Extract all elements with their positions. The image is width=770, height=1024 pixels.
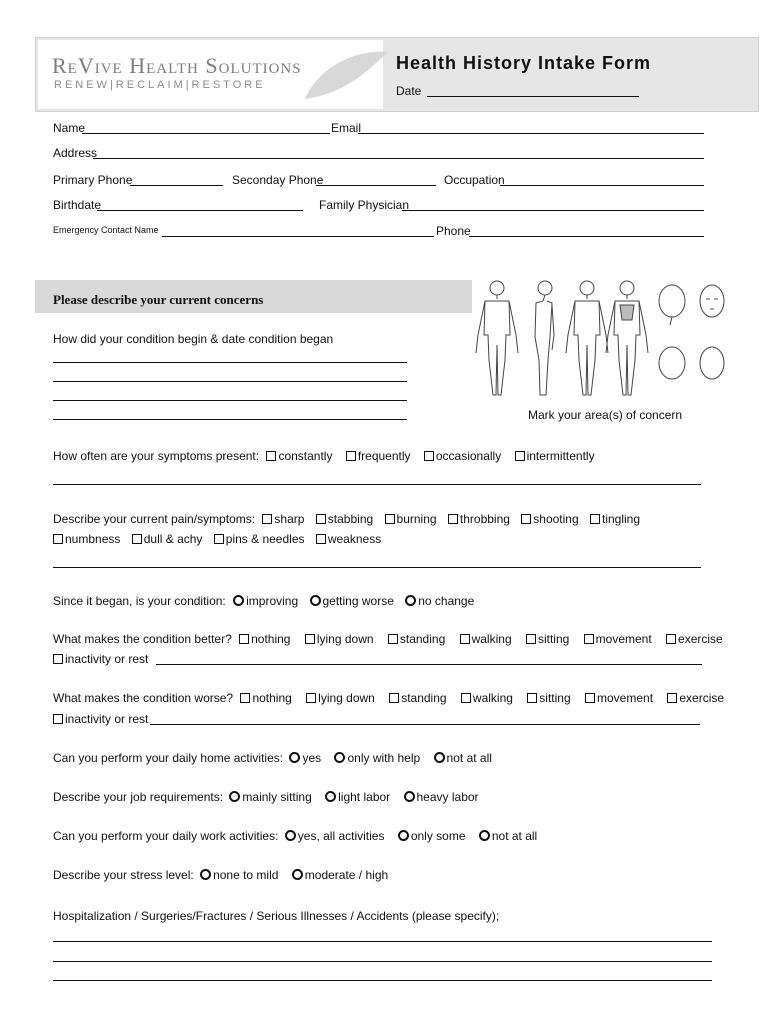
- frequency-label: How often are your symptoms present:: [53, 449, 260, 463]
- checkbox-icon[interactable]: [521, 514, 531, 524]
- checkbox-icon[interactable]: [388, 634, 398, 644]
- checkbox-icon[interactable]: [590, 514, 600, 524]
- condition-answer-line[interactable]: [53, 400, 407, 401]
- email-label: Email: [331, 121, 362, 135]
- name-label: Name: [53, 121, 86, 135]
- primary-phone-field[interactable]: [130, 185, 223, 186]
- head-side-figure: [659, 285, 685, 325]
- checkbox-icon[interactable]: [239, 634, 249, 644]
- worse-row-2: [53, 712, 148, 726]
- checkbox-icon[interactable]: [448, 514, 458, 524]
- occupation-label: Occupation: [444, 173, 505, 187]
- better-option[interactable]: nothing: [239, 632, 290, 646]
- date-field[interactable]: [427, 96, 639, 97]
- worse-label: What makes the condition worse?: [53, 691, 234, 705]
- since-row: [53, 594, 474, 608]
- body-diagram[interactable]: [470, 275, 735, 405]
- email-field[interactable]: [358, 133, 704, 134]
- checkbox-icon[interactable]: [53, 654, 63, 664]
- work-label: Can you perform your daily work activities:: [53, 829, 279, 843]
- worse-row: [53, 691, 724, 705]
- better-option[interactable]: standing: [388, 632, 445, 646]
- home-option[interactable]: yes: [289, 751, 321, 765]
- checkbox-icon[interactable]: [584, 634, 594, 644]
- checkbox-icon[interactable]: [667, 693, 677, 703]
- checkbox-icon[interactable]: [527, 693, 537, 703]
- pain-option[interactable]: burning: [385, 512, 437, 526]
- section-title: Please describe your current concerns: [53, 292, 264, 307]
- better-option[interactable]: inactivity or rest: [53, 652, 148, 666]
- checkbox-icon[interactable]: [389, 693, 399, 703]
- pain-label: Describe your current pain/symptoms:: [53, 512, 256, 526]
- date-label: Date: [396, 84, 422, 98]
- birthdate-label: Birthdate: [53, 198, 102, 212]
- condition-question: How did your condition begin & date condition began: [53, 332, 334, 346]
- frequency-option[interactable]: occasionally: [424, 449, 501, 463]
- pain-row: [53, 512, 640, 526]
- checkbox-icon[interactable]: [585, 693, 595, 703]
- home-option[interactable]: only with help: [334, 751, 420, 765]
- checkbox-icon[interactable]: [266, 451, 276, 461]
- radio-icon[interactable]: [233, 595, 244, 606]
- job-row: [53, 790, 479, 804]
- family-physician-field[interactable]: [402, 210, 704, 211]
- checkbox-icon[interactable]: [515, 451, 525, 461]
- phone-field[interactable]: [469, 236, 704, 237]
- since-option[interactable]: no change: [405, 594, 474, 608]
- since-option[interactable]: getting worse: [310, 594, 394, 608]
- birthdate-field[interactable]: [97, 210, 303, 211]
- head-back-alt-figure: [700, 347, 724, 379]
- better-option[interactable]: lying down: [305, 632, 374, 646]
- mark-area-caption: Mark your area(s) of concern: [528, 408, 683, 422]
- radio-icon[interactable]: [200, 869, 211, 880]
- stress-row: [53, 868, 388, 882]
- pain-answer-line[interactable]: [53, 567, 701, 568]
- condition-answer-line[interactable]: [53, 419, 407, 420]
- better-option[interactable]: exercise: [666, 632, 723, 646]
- checkbox-icon[interactable]: [385, 514, 395, 524]
- worse-option[interactable]: nothing: [240, 691, 291, 705]
- checkbox-icon[interactable]: [240, 693, 250, 703]
- hospital-answer-line[interactable]: [53, 961, 712, 962]
- frequency-row: [53, 449, 595, 463]
- emergency-contact-label: Emergency Contact Name: [53, 225, 159, 235]
- worse-answer-line[interactable]: [150, 724, 700, 725]
- home-option[interactable]: not at all: [434, 751, 492, 765]
- body-back-detail-figure: [606, 281, 648, 395]
- job-option[interactable]: light labor: [325, 790, 390, 804]
- name-field[interactable]: [82, 133, 330, 134]
- radio-icon[interactable]: [310, 595, 321, 606]
- frequency-option[interactable]: constantly: [266, 449, 332, 463]
- checkbox-icon[interactable]: [53, 714, 63, 724]
- pain-option[interactable]: shooting: [521, 512, 578, 526]
- radio-icon[interactable]: [398, 830, 409, 841]
- hospital-answer-line[interactable]: [53, 980, 712, 981]
- checkbox-icon[interactable]: [306, 693, 316, 703]
- better-option[interactable]: walking: [460, 632, 512, 646]
- worse-option[interactable]: inactivity or rest: [53, 712, 148, 726]
- worse-option[interactable]: exercise: [667, 691, 724, 705]
- better-option[interactable]: sitting: [526, 632, 569, 646]
- secondary-phone-field[interactable]: [316, 185, 436, 186]
- condition-answer-line[interactable]: [53, 381, 407, 382]
- frequency-option[interactable]: frequently: [346, 449, 411, 463]
- since-option[interactable]: improving: [233, 594, 298, 608]
- work-option[interactable]: only some: [398, 829, 466, 843]
- checkbox-icon[interactable]: [305, 634, 315, 644]
- better-option[interactable]: movement: [584, 632, 652, 646]
- stress-label: Describe your stress level:: [53, 868, 194, 882]
- leaf-logo-icon: [300, 44, 390, 104]
- radio-icon[interactable]: [404, 791, 415, 802]
- address-field[interactable]: [93, 158, 704, 159]
- checkbox-icon[interactable]: [262, 514, 272, 524]
- checkbox-icon[interactable]: [316, 514, 326, 524]
- emergency-contact-field[interactable]: [162, 236, 434, 237]
- form-title: Health History Intake Form: [396, 53, 652, 73]
- checkbox-icon[interactable]: [461, 693, 471, 703]
- checkbox-icon[interactable]: [316, 534, 326, 544]
- worse-option[interactable]: movement: [585, 691, 653, 705]
- pain-option[interactable]: weakness: [316, 532, 381, 546]
- checkbox-icon[interactable]: [53, 534, 63, 544]
- better-answer-line[interactable]: [156, 664, 702, 665]
- radio-icon[interactable]: [479, 830, 490, 841]
- occupation-field[interactable]: [500, 185, 704, 186]
- better-row-2: [53, 652, 148, 666]
- pain-option[interactable]: numbness: [53, 532, 120, 546]
- logo-title: ReVive Health Solutions: [52, 53, 302, 78]
- address-label: Address: [53, 146, 98, 160]
- worse-option[interactable]: sitting: [527, 691, 570, 705]
- pain-option[interactable]: throbbing: [448, 512, 510, 526]
- work-option[interactable]: not at all: [479, 829, 537, 843]
- head-front-figure: [700, 285, 724, 317]
- family-physician-label: Family Physician: [319, 198, 410, 212]
- job-option[interactable]: mainly sitting: [229, 790, 311, 804]
- checkbox-icon[interactable]: [460, 634, 470, 644]
- frequency-answer-line[interactable]: [53, 484, 701, 485]
- stress-option[interactable]: moderate / high: [292, 868, 388, 882]
- primary-phone-label: Primary Phone: [53, 173, 133, 187]
- hospital-label: Hospitalization / Surgeries/Fractures / Serious Illnesses / Accidents (please specify);: [53, 909, 500, 923]
- condition-answer-line[interactable]: [53, 362, 407, 363]
- radio-icon[interactable]: [229, 791, 240, 802]
- checkbox-icon[interactable]: [132, 534, 142, 544]
- radio-icon[interactable]: [334, 752, 345, 763]
- worse-option[interactable]: standing: [389, 691, 446, 705]
- job-label: Describe your job requirements:: [53, 790, 224, 804]
- body-front-figure: [476, 281, 518, 395]
- hospital-answer-line[interactable]: [53, 941, 712, 942]
- home-row: [53, 751, 492, 765]
- checkbox-icon[interactable]: [214, 534, 224, 544]
- work-row: [53, 829, 537, 843]
- logo-tagline: RENEW|RECLAIM|RESTORE: [54, 79, 266, 91]
- radio-icon[interactable]: [292, 869, 303, 880]
- frequency-option[interactable]: intermittently: [515, 449, 595, 463]
- stress-option[interactable]: none to mild: [200, 868, 278, 882]
- home-label: Can you perform your daily home activities:: [53, 751, 284, 765]
- since-label: Since it began, is your condition:: [53, 594, 226, 608]
- body-side-figure: [535, 281, 554, 395]
- pain-option[interactable]: stabbing: [316, 512, 373, 526]
- phone-label: Phone: [436, 224, 471, 238]
- checkbox-icon[interactable]: [424, 451, 434, 461]
- radio-icon[interactable]: [289, 752, 300, 763]
- body-back-figure: [566, 281, 608, 395]
- better-row: [53, 632, 723, 646]
- pain-option[interactable]: dull & achy: [132, 532, 203, 546]
- pain-option[interactable]: sharp: [262, 512, 304, 526]
- better-label: What makes the condition better?: [53, 632, 232, 646]
- work-option[interactable]: yes, all activities: [285, 829, 385, 843]
- radio-icon[interactable]: [405, 595, 416, 606]
- head-back-figure: [659, 347, 685, 379]
- radio-icon[interactable]: [325, 791, 336, 802]
- pain-option[interactable]: tingling: [590, 512, 640, 526]
- checkbox-icon[interactable]: [666, 634, 676, 644]
- pain-row-2: [53, 532, 381, 546]
- job-option[interactable]: heavy labor: [404, 790, 479, 804]
- secondary-phone-label: Seconday Phone: [232, 173, 324, 187]
- checkbox-icon[interactable]: [346, 451, 356, 461]
- radio-icon[interactable]: [434, 752, 445, 763]
- pain-option[interactable]: pins & needles: [214, 532, 305, 546]
- worse-option[interactable]: lying down: [306, 691, 375, 705]
- worse-option[interactable]: walking: [461, 691, 513, 705]
- radio-icon[interactable]: [285, 830, 296, 841]
- checkbox-icon[interactable]: [526, 634, 536, 644]
